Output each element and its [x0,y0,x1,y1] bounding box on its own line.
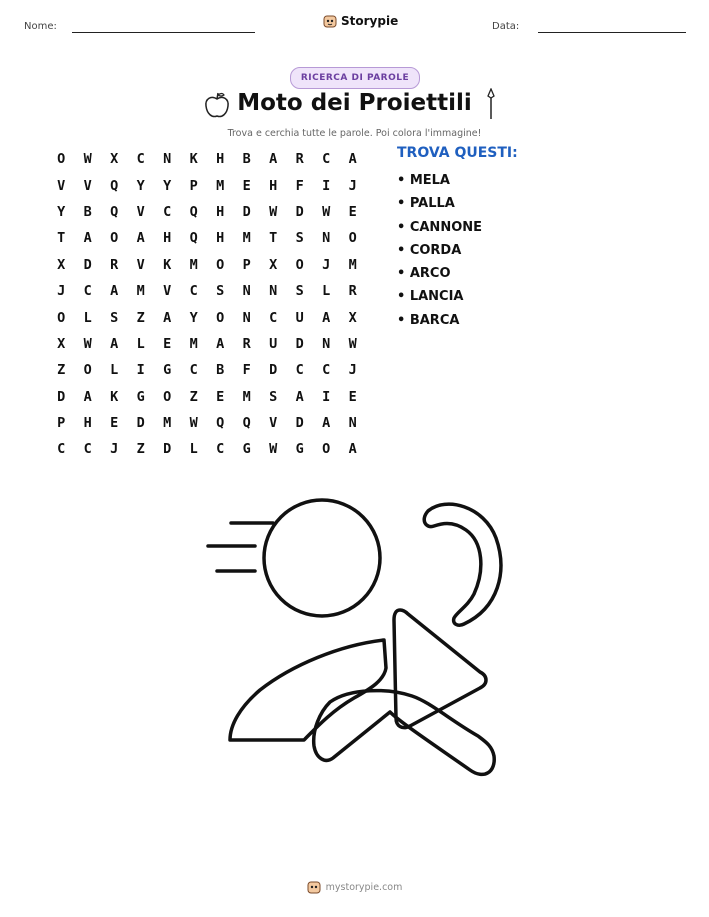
page-title: Moto dei Proiettili [237,90,472,116]
grid-cell[interactable]: G [136,388,145,405]
grid-cell[interactable]: R [348,283,357,300]
grid-cell[interactable]: A [83,388,92,405]
grid-cell[interactable]: C [83,283,92,300]
grid-cell[interactable]: A [348,441,357,458]
grid-cell[interactable]: S [269,388,278,405]
grid-cell[interactable]: R [110,256,119,273]
grid-cell[interactable]: Q [189,230,198,247]
grid-cell[interactable]: C [216,441,225,458]
grid-cell[interactable]: O [216,309,225,326]
grid-cell[interactable]: H [269,177,278,194]
grid-cell[interactable]: B [216,362,225,379]
footer [0,880,709,894]
name-label: Nome: [24,21,57,32]
date-label: Data: [492,21,520,32]
grid-cell[interactable]: M [189,256,198,273]
grid-cell[interactable]: Z [136,441,145,458]
grid-cell[interactable]: A [322,309,331,326]
grid-cell[interactable]: G [295,441,304,458]
grid-cell[interactable]: L [189,441,198,458]
grid-cell[interactable]: D [83,256,92,273]
grid-cell[interactable]: Q [216,415,225,432]
grid-cell[interactable]: C [295,362,304,379]
curved-arm [424,504,501,625]
grid-cell[interactable]: E [348,388,357,405]
grid-cell[interactable]: N [348,415,357,432]
grid-cell[interactable]: Q [110,177,119,194]
grid-cell[interactable]: J [110,441,119,458]
grid-cell[interactable]: J [57,283,66,300]
grid-cell[interactable]: C [83,441,92,458]
grid-cell[interactable]: J [348,362,357,379]
grid-cell[interactable]: A [269,151,278,168]
grid-cell[interactable]: N [269,283,278,300]
grid-cell[interactable]: W [348,335,357,352]
grid-cell[interactable]: A [348,151,357,168]
grid-cell[interactable]: Q [242,415,251,432]
grid-cell[interactable]: T [269,230,278,247]
grid-cell[interactable]: C [269,309,278,326]
grid-cell[interactable]: E [163,335,172,352]
grid-cell[interactable]: B [83,203,92,220]
grid-cell[interactable]: C [189,283,198,300]
grid-cell[interactable]: E [216,388,225,405]
grid-cell[interactable]: A [163,309,172,326]
grid-cell[interactable]: L [110,362,119,379]
storypie-logo-icon [323,14,337,28]
grid-cell[interactable]: M [189,335,198,352]
grid-cell[interactable]: A [295,388,304,405]
grid-cell[interactable]: Y [136,177,145,194]
grid-cell[interactable]: O [295,256,304,273]
grid-cell[interactable]: L [83,309,92,326]
grid-cell[interactable]: V [163,283,172,300]
grid-cell[interactable]: O [163,388,172,405]
grid-cell[interactable]: Q [189,203,198,220]
word-list-item: • CANNONE [397,219,483,235]
grid-cell[interactable]: A [322,415,331,432]
grid-cell[interactable]: O [348,230,357,247]
grid-cell[interactable]: I [322,388,331,405]
grid-cell[interactable]: M [136,283,145,300]
grid-cell[interactable]: C [322,362,331,379]
grid-cell[interactable]: W [269,203,278,220]
word-list-item: • BARCA [397,312,460,328]
grid-cell[interactable]: D [242,203,251,220]
word-list-item: • PALLA [397,196,455,212]
grid-cell[interactable]: E [242,177,251,194]
grid-cell[interactable]: M [242,388,251,405]
grid-cell[interactable]: N [242,309,251,326]
grid-cell[interactable]: Z [189,388,198,405]
spear-icon [484,88,498,120]
grid-cell[interactable]: C [322,151,331,168]
grid-cell[interactable]: U [269,335,278,352]
grid-cell[interactable]: M [242,230,251,247]
grid-cell[interactable]: D [163,441,172,458]
grid-cell[interactable]: W [83,151,92,168]
instructions: Trova e cerchia tutte le parole. Poi colora l'immagine! [227,128,482,139]
grid-cell[interactable]: W [322,203,331,220]
grid-cell[interactable]: F [242,362,251,379]
grid-cell[interactable]: E [348,203,357,220]
date-line[interactable] [538,32,686,33]
kicking-figure-illustration [200,490,510,800]
section-badge: RICERCA DI PAROLE [290,67,420,89]
grid-cell[interactable]: Z [57,362,66,379]
grid-cell[interactable]: Y [57,203,66,220]
grid-cell[interactable]: A [83,230,92,247]
grid-cell[interactable]: H [216,203,225,220]
grid-cell[interactable]: P [57,415,66,432]
grid-cell[interactable]: C [189,362,198,379]
grid-cell[interactable]: I [322,177,331,194]
grid-cell[interactable]: S [295,283,304,300]
grid-cell[interactable]: W [83,335,92,352]
grid-cell[interactable]: M [163,415,172,432]
grid-cell[interactable]: D [295,203,304,220]
word-list-item: • MELA [397,173,450,188]
grid-cell[interactable]: V [83,177,92,194]
grid-cell[interactable]: D [57,388,66,405]
grid-cell[interactable]: A [136,230,145,247]
grid-cell[interactable]: P [242,256,251,273]
brand-name: Storypie [341,14,399,28]
grid-cell[interactable]: H [83,415,92,432]
grid-cell[interactable]: Q [110,203,119,220]
grid-cell[interactable]: F [295,177,304,194]
grid-cell[interactable]: X [110,151,119,168]
grid-cell[interactable]: C [57,441,66,458]
grid-cell[interactable]: A [110,335,119,352]
grid-cell[interactable]: Y [189,309,198,326]
grid-cell[interactable]: R [295,151,304,168]
grid-cell[interactable]: H [216,151,225,168]
grid-cell[interactable]: N [322,335,331,352]
grid-cell[interactable]: Z [136,309,145,326]
grid-cell[interactable]: K [163,256,172,273]
leg-shape [314,691,495,775]
name-line[interactable] [72,32,255,33]
grid-cell[interactable]: D [269,362,278,379]
grid-cell[interactable]: H [163,230,172,247]
grid-cell[interactable]: J [322,256,331,273]
grid-cell[interactable]: M [216,177,225,194]
grid-cell[interactable]: C [136,151,145,168]
grid-cell[interactable]: G [163,362,172,379]
grid-cell[interactable]: O [216,256,225,273]
grid-cell[interactable]: C [163,203,172,220]
grid-cell[interactable]: V [57,177,66,194]
grid-cell[interactable]: P [189,177,198,194]
head-circle [264,500,380,616]
grid-cell[interactable]: U [295,309,304,326]
word-list-item: • ARCO [397,266,451,282]
grid-cell[interactable]: D [136,415,145,432]
word-search-grid [48,146,366,463]
grid-cell[interactable]: O [322,441,331,458]
grid-cell[interactable]: T [57,230,66,247]
storypie-footer-icon [307,880,321,894]
word-list-item: • CORDA [397,242,462,258]
grid-cell[interactable]: V [269,415,278,432]
grid-cell[interactable]: S [295,230,304,247]
grid-cell[interactable]: K [189,151,198,168]
grid-cell[interactable]: D [295,415,304,432]
word-list [397,172,482,335]
grid-cell[interactable]: B [242,151,251,168]
grid-cell[interactable]: A [216,335,225,352]
grid-cell[interactable]: X [57,256,66,273]
grid-cell[interactable]: O [57,309,66,326]
grid-cell[interactable]: H [216,230,225,247]
word-list-item: • LANCIA [397,289,464,305]
storypie-brand [323,14,398,28]
grid-cell[interactable]: J [348,177,357,194]
grid-cell[interactable]: W [189,415,198,432]
grid-cell[interactable]: O [110,230,119,247]
grid-cell[interactable]: X [269,256,278,273]
grid-cell[interactable]: M [348,256,357,273]
grid-cell[interactable]: L [136,335,145,352]
footer-url[interactable]: mystorypie.com [325,881,403,893]
grid-cell[interactable]: N [322,230,331,247]
grid-cell[interactable]: O [83,362,92,379]
grid-cell[interactable]: R [242,335,251,352]
grid-cell[interactable]: E [110,415,119,432]
grid-cell[interactable]: X [57,335,66,352]
grid-cell[interactable]: O [57,151,66,168]
grid-cell[interactable]: X [348,309,357,326]
grid-cell[interactable]: N [242,283,251,300]
grid-cell[interactable]: G [242,441,251,458]
grid-cell[interactable]: S [216,283,225,300]
grid-cell[interactable]: L [322,283,331,300]
grid-cell[interactable]: S [110,309,119,326]
grid-cell[interactable]: D [295,335,304,352]
grid-cell[interactable]: I [136,362,145,379]
grid-cell[interactable]: K [110,388,119,405]
word-list-title: TROVA QUESTI: [397,145,518,161]
grid-cell[interactable]: A [110,283,119,300]
grid-cell[interactable]: V [136,256,145,273]
grid-cell[interactable]: V [136,203,145,220]
grid-cell[interactable]: N [163,151,172,168]
grid-cell[interactable]: W [269,441,278,458]
grid-cell[interactable]: Y [163,177,172,194]
